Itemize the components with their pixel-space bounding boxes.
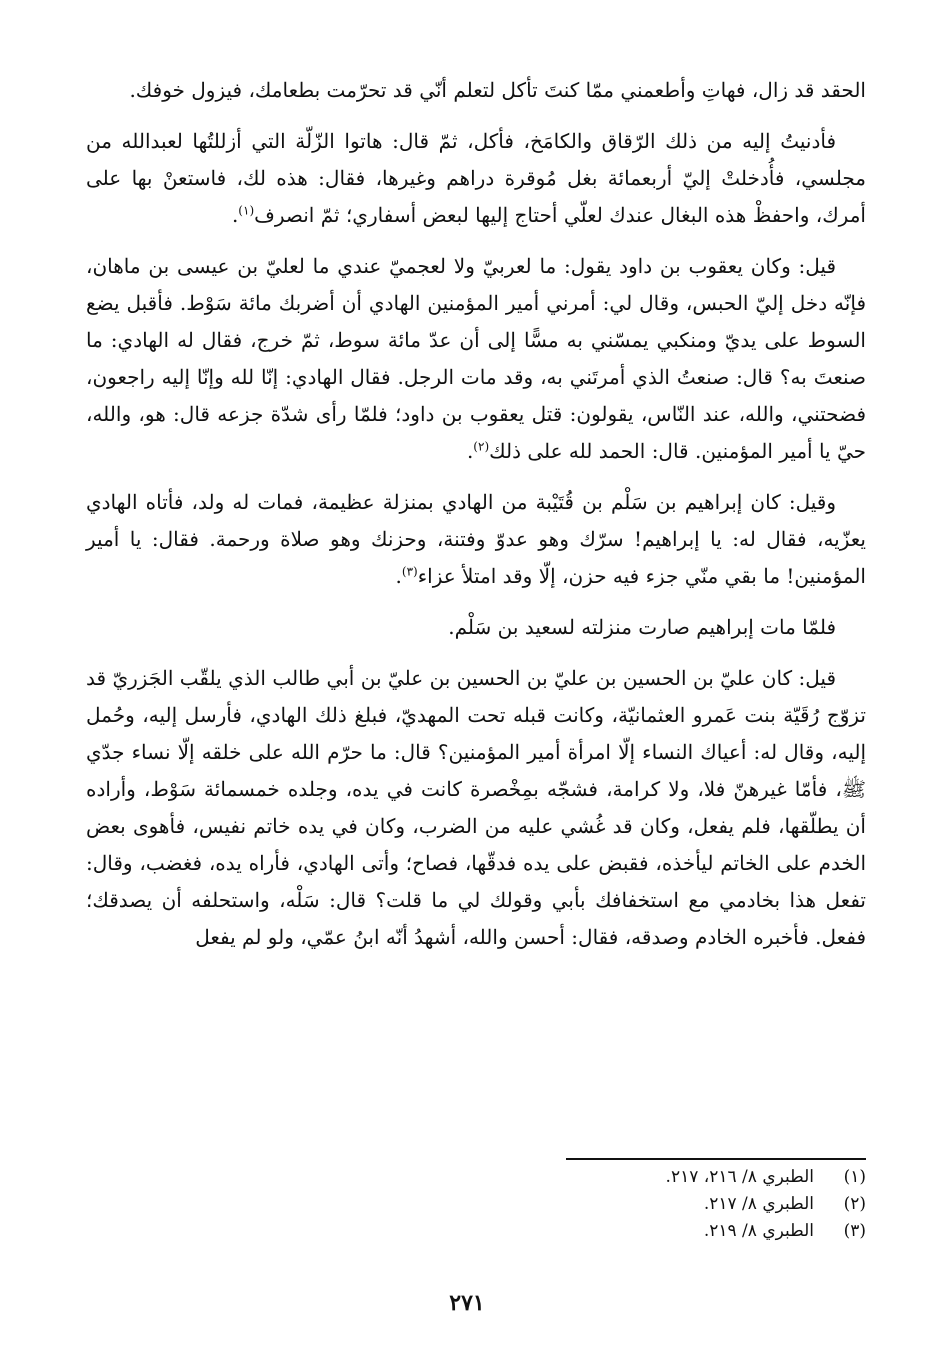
paragraph-text: الحقد قد زال، فهاتِ وأطعمني ممّا كنتَ تأكل لتعلم أنّي قد تحرّمت بطعامك، فيزول خوفك. <box>129 78 866 102</box>
footnote-3 <box>566 1218 866 1245</box>
footnote-ref-3[interactable]: (٣) <box>401 564 418 579</box>
paragraph-tail: . <box>395 564 402 588</box>
paragraph-tail: . <box>466 439 474 463</box>
paragraph-5 <box>86 609 866 646</box>
paragraph-text: فلمّا مات إبراهيم صارت منزلته لسعيد بن سَلْم. <box>448 615 836 639</box>
footnote-ref-2[interactable]: (٢) <box>473 439 490 454</box>
footnote-2 <box>566 1191 866 1218</box>
paragraph-text: قيل: كان عليّ بن الحسين بن عليّ بن الحسين بن عليّ بن أبي طالب الذي يلقّب الجَزريّ قد تزوّج رُقَيّة بنت عَمرو العثمانيّة، وكانت قبله تحت المهديّ، فبلغ ذلك الهادي، فأرسل إليه، وحُمل إليه، وقال له: أعياك النساء إلّا امرأة أمير المؤمنين؟ قال: ما حرّم الله على خلقه إلّا نساء جدّي ﷺ، فأمّا غيرهنّ فلا، ولا كرامة، فشجّه بمِخْصرة كانت في يده، وجلده خمسمائة سَوْط، وأراده أن يطلّقها، فلم يفعل، وكان قد غُشي عليه من الضرب، وكان في يده خاتم نفيس، فأهوى بعض الخدم على الخاتم ليأخذه، فقبض على يده فدقّها، فصاح؛ وأتى الهادي، فأراه يده، فغضب، وقال: تفعل هذا بخادمي مع استخفافك بأبي وقولك لي ما قلت؟ قال: سَلْه، واستحلفه أن يصدقك؛ ففعل. فأخبره الخادم وصدقه، فقال: أحسن والله، أشهدُ أنّه ابنُ عمّي، ولو لم يفعل <box>86 666 866 949</box>
footnote-1 <box>566 1164 866 1191</box>
paragraph-1 <box>86 72 866 109</box>
footnote-text: الطبري ٨/ ٢١٧. <box>703 1194 814 1214</box>
footnotes <box>566 1158 866 1245</box>
footnote-ref-1[interactable]: (١) <box>238 203 255 218</box>
paragraph-text: قيل: وكان يعقوب بن داود يقول: ما لعربيّ ولا لعجميّ عندي ما لعليّ بن عيسى بن ماهان، فإنّه دخل إليّ الحبس، وقال لي: أمرني أمير المؤمنين الهادي أن أضربك مائة سَوْط. فأقبل يضع السوط على يديّ ومنكبي يمسّني به مسًّا إلى أن عدّ مائة سوط، ثمّ خرج، فقال له الهادي: ما صنعتَ به؟ قال: صنعتُ الذي أمرتَني به، وقد مات الرجل. فقال الهادي: إنّا لله وإنّا إليه راجعون، فضحتني، والله، عند النّاس، يقولون: قتل يعقوب بن داود؛ فلمّا رأى شدّة جزعه قال: هو، والله، حيّ يا أمير المؤمنين. قال: الحمد لله على ذلك <box>86 254 866 463</box>
footnote-text: الطبري ٨/ ٢١٦، ٢١٧. <box>665 1167 814 1187</box>
footnote-number: (٣) <box>843 1221 866 1241</box>
page-number: ٢٧١ <box>449 1290 485 1316</box>
footnote-text: الطبري ٨/ ٢١٩. <box>703 1221 814 1241</box>
paragraph-text: وقيل: كان إبراهيم بن سَلْم بن قُتَيْبة من الهادي بمنزلة عظيمة، فمات له ولد، فأتاه الهادي يعزّيه، فقال له: يا إبراهيم! سرّك وهو عدوّ وفتنة، وحزنك وهو صلاة ورحمة. فقال: يا أمير المؤمنين! ما بقي منّي جزء فيه حزن، إلّا وقد امتلأ عزاء <box>86 490 866 588</box>
paragraph-text: فأدنيتُ إليه من ذلك الرّقاق والكامَخ، فأكل، ثمّ قال: هاتوا الزّلّة التي أزللتُها لعبدالله من مجلسي، فأُدخلتْ إليّ أربعمائة بغل مُوقرة دراهم وغيرها، فقال: هذه لك، فاستعنْ بها على أمرك، واحفظْ هذه البغال عندك لعلّي أحتاج إليها لبعض أسفاري؛ ثمّ انصرف <box>86 129 866 227</box>
paragraph-2 <box>86 123 866 234</box>
page-body <box>86 72 866 970</box>
footnote-number: (٢) <box>843 1194 866 1214</box>
paragraph-6 <box>86 660 866 956</box>
footnote-number: (١) <box>843 1167 866 1187</box>
paragraph-tail: . <box>231 203 239 227</box>
paragraph-4 <box>86 484 866 595</box>
paragraph-3 <box>86 248 866 470</box>
